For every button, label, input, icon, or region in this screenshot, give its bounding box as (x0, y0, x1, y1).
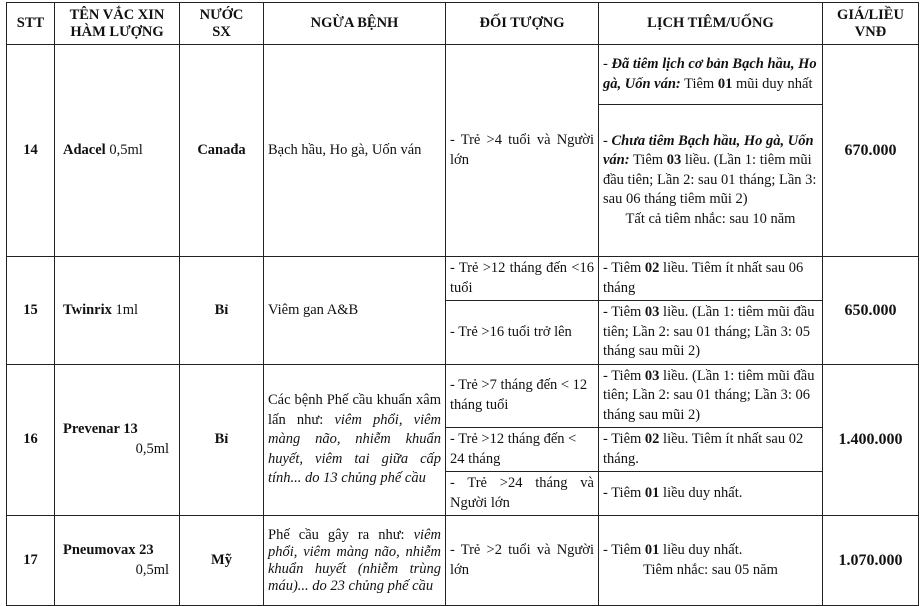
row-stt: 16 (7, 364, 55, 516)
row-stt: 15 (7, 257, 55, 365)
schedule: - Tiêm 02 liều. Tiêm ít nhất sau 06 tháng (599, 257, 823, 301)
header-vaccine: TÊN VẮC XIN HÀM LƯỢNG (55, 3, 180, 45)
header-schedule: LỊCH TIÊM/UỐNG (599, 3, 823, 45)
header-row (7, 3, 919, 45)
table-row (7, 516, 919, 606)
vaccine-name: Adacel 0,5ml (55, 45, 180, 257)
header-disease: NGỪA BỆNH (264, 3, 446, 45)
disease: Phế cầu gây ra như: viêm phổi, viêm màng não, nhiễm khuẩn huyết (nhiễm trùng máu)... do 23 chủng phế cầu (264, 516, 446, 606)
schedule-note: Tiêm nhắc: sau 05 năm (643, 561, 778, 578)
schedule: - Chưa tiêm Bạch hầu, Ho gà, Uốn ván: Tiêm 03 liều. (Lần 1: tiêm mũi đầu tiên; Lần 2: sau 01 tháng; Lần 3: sau 06 tháng tiêm mũi 2) Tất cả tiêm nhắc: sau 10 năm (599, 105, 823, 257)
row-stt: 17 (7, 516, 55, 606)
target: - Trẻ >12 tháng đến < 24 tháng (446, 428, 599, 472)
country: Canađa (180, 45, 264, 257)
schedule-note: Tất cả tiêm nhắc: sau 10 năm (625, 210, 796, 227)
vaccine-name: Prevenar 13 0,5ml (55, 364, 180, 516)
schedule: - Tiêm 03 liều. (Lần 1: tiêm mũi đầu tiên; Lần 2: sau 01 tháng; Lần 3: 05 tháng sau mũi 2) (599, 301, 823, 365)
price: 650.000 (823, 257, 919, 365)
target: - Trẻ >2 tuổi và Người lớn (446, 516, 599, 606)
target: - Trẻ >16 tuổi trở lên (446, 301, 599, 365)
schedule: - Tiêm 03 liều. (Lần 1: tiêm mũi đầu tiên; Lần 2: sau 01 tháng; Lần 3: 06 tháng sau mũi 2) (599, 364, 823, 428)
header-target: ĐỐI TƯỢNG (446, 3, 599, 45)
target: - Trẻ >24 tháng và Người lớn (446, 472, 599, 516)
price: 1.070.000 (823, 516, 919, 606)
country: Bỉ (180, 257, 264, 365)
table-row (7, 257, 919, 301)
schedule: - Tiêm 02 liều. Tiêm ít nhất sau 02 tháng. (599, 428, 823, 472)
disease: Viêm gan A&B (264, 257, 446, 365)
table-row (7, 364, 919, 428)
schedule: - Đã tiêm lịch cơ bản Bạch hầu, Ho gà, Uốn ván: Tiêm 01 mũi duy nhất (599, 45, 823, 105)
disease: Bạch hầu, Ho gà, Uốn ván (264, 45, 446, 257)
table-row (7, 45, 919, 105)
price: 1.400.000 (823, 364, 919, 516)
row-stt: 14 (7, 45, 55, 257)
vaccine-name: Pneumovax 23 0,5ml (55, 516, 180, 606)
schedule: - Tiêm 01 liều duy nhất. (599, 472, 823, 516)
target: - Trẻ >4 tuổi và Người lớn (446, 45, 599, 257)
header-country: NƯỚC SX (180, 3, 264, 45)
header-stt: STT (7, 3, 55, 45)
schedule: - Tiêm 01 liều duy nhất. Tiêm nhắc: sau 05 năm (599, 516, 823, 606)
target: - Trẻ >7 tháng đến < 12 tháng tuổi (446, 364, 599, 428)
vaccine-price-table (6, 2, 919, 606)
target: - Trẻ >12 tháng đến <16 tuổi (446, 257, 599, 301)
country: Bỉ (180, 364, 264, 516)
disease: Các bệnh Phế cầu khuẩn xâm lấn như: viêm phổi, viêm màng não, nhiễm khuẩn huyết, viêm tai giữa cấp tính... do 13 chủng phế cầu (264, 364, 446, 516)
price: 670.000 (823, 45, 919, 257)
vaccine-name: Twinrix 1ml (55, 257, 180, 365)
header-price: GIÁ/LIỀU VNĐ (823, 3, 919, 45)
country: Mỹ (180, 516, 264, 606)
